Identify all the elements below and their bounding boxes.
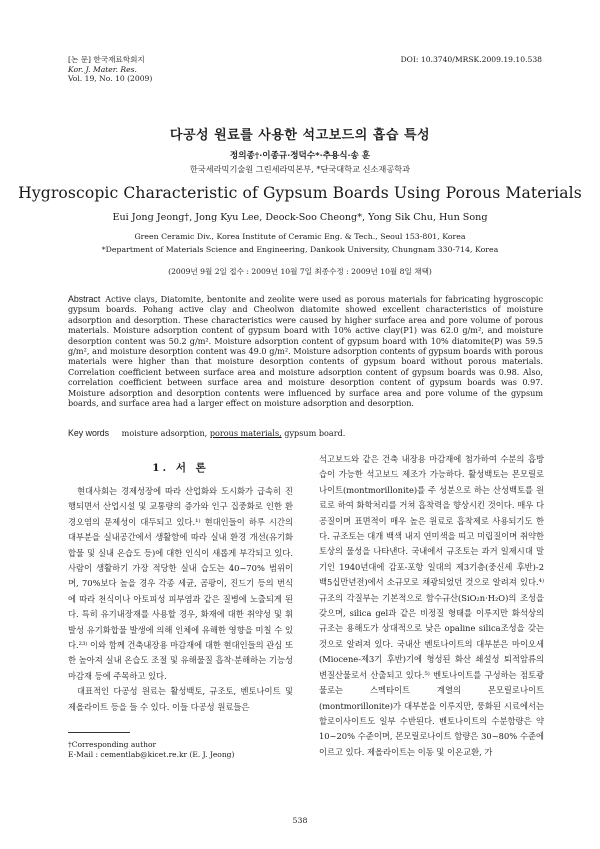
left-column: [68, 484, 293, 715]
authors-korean: 정의종†·이종규·정덕수*·추용식·송 훈: [229, 151, 371, 161]
abstract-label: Abstract: [68, 294, 101, 304]
keywords: [68, 428, 345, 438]
corresponding-author-label: †Corresponding author: [68, 740, 157, 749]
affiliation-english-1: Green Ceramic Div., Korea Institute of Ceramic Eng. & Tech., Seoul 153-801, Korea: [134, 232, 466, 241]
journal-name-ko: [논 문] 한국재료학회지: [68, 55, 145, 64]
keyword-2: porous materials,: [209, 428, 282, 438]
abstract: [68, 294, 543, 408]
submission-dates: (2009년 9월 2일 접수 : 2009년 10월 7일 최종수정 : 2009년 10월 8일 채택): [168, 267, 432, 276]
authors-english: Eui Jong Jeong†, Jong Kyu Lee, Deock-Soo Cheong*, Yong Sik Chu, Hun Song: [112, 212, 488, 223]
keyword-1: moisture adsorption,: [121, 428, 208, 438]
section-heading-introduction: 1. 서 론: [152, 462, 209, 474]
paragraph: 대표적인 다공성 원료는 활성백토, 규조토, 벤토나이트 및 제올라이트 등을 들 수 있다. 이들 다공성 원료들은: [68, 686, 293, 712]
journal-header: [68, 55, 152, 84]
right-column: [319, 452, 544, 760]
affiliation-english-2: *Department of Materials Science and Engineering, Dankook University, Chungnam 330-714, Korea: [101, 245, 499, 254]
corresponding-author-email: E-Mail : cementlab@kicet.re.kr (E. J. Jeong): [68, 750, 235, 759]
title-english: Hygroscopic Characteristic of Gypsum Boards Using Porous Materials: [18, 184, 582, 202]
paragraph: 석고보드와 같은 건축 내장용 마감재에 첨가하여 수분의 흡방습이 가능한 석고보드 제조가 가능하다. 활성백토는 몬모릴로나이트(montmorillonite)를 주 성분으로 하는 산성백토를 원료로 하여 화학처리를 거쳐 흡착력을 향상시킨 것이다. 매우 다공질이며 표면적이 매우 높은 원료로 흡착제로 사용되기도 한다. 규조토는 대개 백색 내지 연미색을 띠고 미립질이며 취약한 토상의 물성을 나타낸다. 국내에서 규조토는 과거 일제시대 말기인 1940년대에 감포-포항 일대의 제3기층(중신세 후반)-2백5십만년전)에서 소규모로 채광되었던 것으로 알려져 있다.⁴⁾ 규조의 각질부는 기본적으로 함수규산(SiO₂n·H₂O)의 조성을 갖으며, silica gel과 같은 비정질 형태를 이루지만 화석상의 규조는 용해도가 상대적으로 낮은 opaline silica조성을 갖는 것으로 알려져 있다. 국내산 벤토나이트의 대부분은 마이오세(Miocene-제3기 후반)기에 형성된 화산 쇄설성 퇴적암류의 변질산물로서 산출되고 있다.⁵⁾ 벤토나이트를 구성하는 점토광물로는 스멕타이트 계열의 몬모릴로나이트(montmorillonite)가 대부분을 이루지만, 풍화된 시료에서는 할로이사이트도 일부 수반된다. 벤토나이트의 수분함량은 약 10~20% 수준이며, 몬모릴로나이트 함량은 30~80% 수준에 이르고 있다. 제올라이트는 이동 및 이온교환, 가: [319, 454, 544, 757]
abstract-text: Active clays, Diatomite, bentonite and zeolite were used as porous materials for fabricating hygroscopic gypsum boards. Pohang active clay and Cheolwon diatomite showed excellent characteristics of moisture adsorption and desorption. These characteristics were caused by higher surface area and pore volume of porous materials. Moisture adsorption content of gypsum board with 10% active clay(P1) was 62.0 g/m², and moisture desorption content was 50.2 g/m². Moisture adsorption content of gypsum board with 10% diatomite(P) was 59.5 g/m², and moisture desorption content was 49.0 g/m². Moisture adsorption contents of gypsum boards with porous materials were higher than that moisture desorption contents of gypsum board without porous materials. Correlation coefficient between surface area and moisture adsorption content of gypsum boards was 0.98. Also, correlation coefficient between surface area and moisture desorption content of gypsum boards was 0.97. Moisture adsorption and desorption contents were influenced by surface area and pore volume of the gypsum boards, and surface area had a larger effect on moisture adsorption and desorption.: [68, 294, 543, 409]
keywords-label: Key words: [68, 428, 110, 438]
doi: DOI: 10.3740/MRSK.2009.19.10.538: [400, 55, 542, 64]
title-korean: 다공성 원료를 사용한 석고보드의 흡습 특성: [169, 128, 431, 143]
keyword-3: gypsum board.: [284, 428, 346, 438]
journal-abbreviation: Kor. J. Mater. Res.: [68, 64, 137, 74]
footnote-divider: [68, 732, 130, 733]
page-number: 538: [292, 816, 308, 825]
journal-volume: Vol. 19, No. 10 (2009): [68, 74, 153, 84]
affiliation-korean: 한국세라믹기술원 그린세라믹본부, *단국대학교 신소재공학과: [189, 164, 411, 174]
footnote: [68, 740, 234, 760]
paragraph: 현대사회는 경제성장에 따라 산업화와 도시화가 급속히 진행되면서 산업시설 및 교통량의 증가와 인구 집중화로 인한 환경오염의 문제성이 대두되고 있다.¹⁾ 현대인들이 하루 시간의 대부분을 실내공간에서 생활함에 따라 실내 환경 개선(유기화합물 및 실내 온습도 등)에 대한 인식이 새롭게 부각되고 있다. 사람이 생활하기 가장 적당한 실내 습도는 40~70% 범위이며, 70%보다 높을 경우 각종 세균, 곰팡이, 진드기 등의 번식에 따라 천식이나 아토피성 피부염과 같은 질병에 노출되게 된다. 특히 유기내장재를 사용할 경우, 화재에 대한 취약성 및 휘발성 유기화합물 발생에 의해 인체에 유해한 영향을 미칠 수 있다.²³⁾ 이와 함께 건축내장용 마감재에 대한 현대인들의 관심 또한 높아져 실내 온습도 조절 및 유해물질 흡착·분해하는 기능성 마감재 등에 주목하고 있다.: [68, 486, 293, 681]
